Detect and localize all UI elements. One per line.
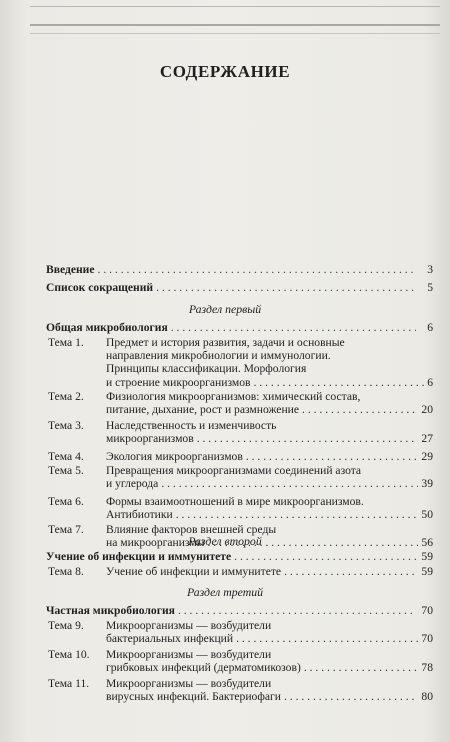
topic-title-line: Микроорганизмы — возбудители — [106, 647, 272, 661]
toc-part-label: Общая микробиология — [46, 321, 168, 334]
toc-part-page: 59 — [421, 550, 433, 563]
topic-number: Тема 4. — [48, 450, 84, 463]
toc-topic[interactable] — [48, 495, 433, 522]
topic-page: 59 — [421, 564, 433, 578]
toc-topic[interactable] — [48, 677, 433, 704]
topic-page: 20 — [421, 403, 433, 417]
topic-page: 39 — [421, 477, 433, 491]
dot-leader — [284, 565, 418, 578]
topic-title-line: бактериальных инфекций — [106, 632, 234, 646]
topic-title-line: и строение микроорганизмов — [106, 375, 251, 389]
toc-topic[interactable] — [48, 390, 433, 417]
toc-part-special[interactable] — [46, 604, 433, 618]
dot-leader — [304, 661, 419, 674]
topic-page: 6 — [427, 375, 433, 389]
toc-entry-abbreviations[interactable] — [46, 281, 433, 295]
topic-page: 80 — [421, 690, 433, 704]
toc-entry-label: Список сокращений — [46, 281, 154, 294]
topic-title-line: грибковых инфекций (дерматомикозов) — [106, 661, 301, 675]
dot-leader — [246, 450, 419, 463]
topic-page: 56 — [421, 536, 433, 550]
toc-topic[interactable] — [48, 565, 433, 579]
dot-leader — [197, 432, 419, 445]
topic-title-line: и углерода — [106, 477, 159, 491]
toc-part-label: Учение об инфекции и иммунитете — [46, 550, 232, 563]
topic-title-line: питание, дыхание, рост и размножение — [106, 403, 300, 417]
dot-leader — [171, 321, 416, 335]
topic-title-line: Микроорганизмы — возбудители — [106, 618, 272, 632]
toc-part-page: 70 — [421, 604, 433, 617]
topic-number: Тема 6. — [48, 495, 84, 508]
dot-leader — [284, 690, 418, 703]
topic-title-line: Превращения микроорганизмами соединений азота — [106, 463, 362, 477]
topic-number: Тема 11. — [48, 677, 90, 690]
topic-number: Тема 8. — [48, 565, 84, 578]
toc-part-infection[interactable] — [46, 550, 433, 564]
toc-entry-intro[interactable] — [46, 263, 433, 277]
header-rule-thick — [30, 24, 440, 26]
topic-number: Тема 2. — [48, 390, 84, 403]
section-heading: Раздел первый — [188, 302, 262, 316]
toc-topic[interactable] — [48, 336, 433, 389]
dot-leader — [178, 604, 416, 618]
dot-leader — [98, 263, 416, 277]
topic-page: 70 — [421, 632, 433, 646]
topic-title-line: Формы взаимоотношений в мире микроорганизмов. — [106, 494, 364, 508]
dot-leader — [176, 508, 419, 521]
topic-title-line: Экология микроорганизмов — [106, 449, 243, 463]
topic-number: Тема 1. — [48, 336, 84, 349]
topic-page: 50 — [421, 508, 433, 522]
header-rule-thin — [30, 33, 440, 34]
topic-number: Тема 3. — [48, 419, 84, 432]
toc-entry-page: 3 — [427, 263, 433, 276]
topic-title-line: Предмет и история развития, задачи и основные — [106, 335, 345, 349]
topic-page: 29 — [421, 449, 433, 463]
dot-leader — [254, 376, 425, 389]
topic-page: 78 — [421, 661, 433, 675]
topic-title-line: микроорганизмов — [106, 432, 194, 446]
topic-page: 27 — [421, 432, 433, 446]
topic-title-line: Учение об инфекции и иммунитете — [106, 564, 282, 578]
topic-title-line: Наследственность и изменчивость — [106, 418, 277, 432]
topic-title-line: Принципы классификации. Морфология — [106, 362, 307, 376]
header-rule — [30, 6, 440, 7]
dot-leader — [156, 281, 416, 295]
toc-topic[interactable] — [48, 464, 433, 491]
section-heading: Раздел второй — [188, 534, 262, 548]
toc-part-page: 6 — [427, 321, 433, 334]
topic-title-line: Физиология микроорганизмов: химический состав, — [106, 389, 361, 403]
page-title: СОДЕРЖАНИЕ — [159, 62, 291, 81]
section-heading: Раздел третий — [186, 585, 264, 599]
dot-leader — [236, 632, 418, 645]
toc-topic[interactable] — [48, 619, 433, 646]
toc-part-general[interactable] — [46, 321, 433, 335]
dot-leader — [302, 403, 418, 416]
topic-number: Тема 10. — [48, 648, 90, 661]
dot-leader — [234, 550, 416, 564]
toc-topic[interactable] — [48, 419, 433, 446]
toc-topic[interactable] — [48, 648, 433, 675]
topic-title-line: на микроорганизмы — [106, 536, 205, 550]
topic-number: Тема 7. — [48, 523, 84, 536]
toc-topic[interactable] — [48, 450, 433, 464]
topic-number: Тема 9. — [48, 619, 84, 632]
topic-title-line: Микроорганизмы — возбудители — [106, 676, 272, 690]
topic-number: Тема 5. — [48, 464, 84, 477]
dot-leader — [161, 477, 418, 490]
topic-title-line: Влияние факторов внешней среды — [106, 522, 277, 536]
toc-entry-label: Введение — [46, 263, 95, 276]
topic-title-line: вирусных инфекций. Бактериофаги — [106, 690, 281, 704]
toc-part-label: Частная микробиология — [46, 604, 175, 617]
topic-title-line: направления микробиологии и иммунологии. — [106, 349, 331, 363]
toc-entry-page: 5 — [427, 281, 433, 294]
topic-title-line: Антибиотики — [106, 508, 173, 522]
